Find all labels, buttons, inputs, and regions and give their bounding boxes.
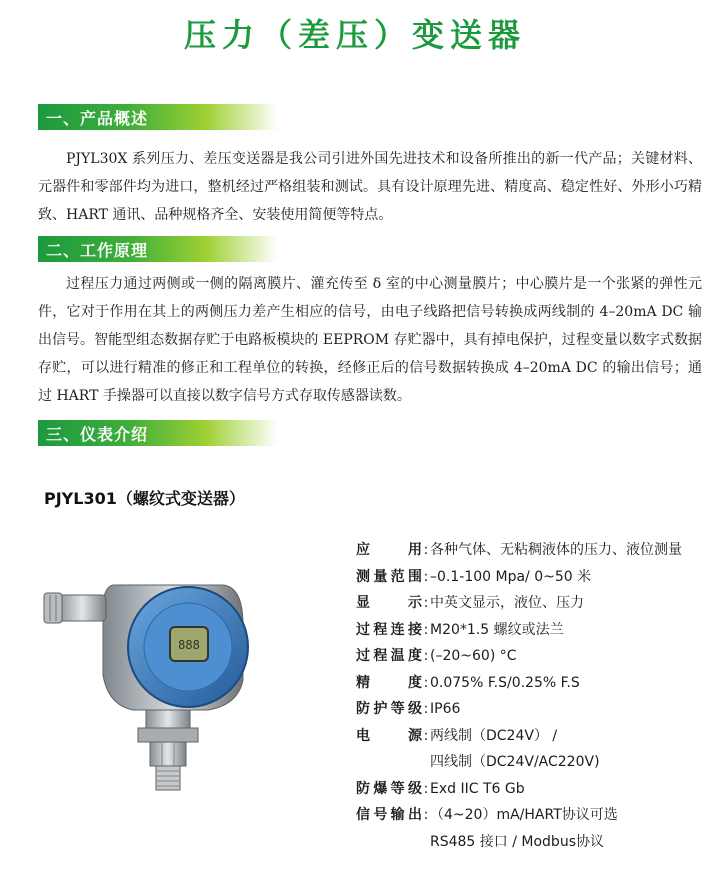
section-heading-label: 二、工作原理 <box>46 241 149 260</box>
overview-paragraph: PJYL30X 系列压力、差压变送器是我公司引进外国先进技术和设备所推出的新一代产品；关键材料、元器件和零部件均为进口，整机经过严格组装和测试。具有设计原理先进、精度高、稳定性好、外形小巧精致、HART 通讯、品种规格齐全、安装使用简便等特点。 <box>38 151 702 223</box>
section-heading-overview <box>38 104 278 130</box>
spec-label: 精度 <box>356 674 422 691</box>
spec-value: Exd IIC T6 Gb <box>430 780 525 797</box>
spec-label: 应用 <box>356 542 422 558</box>
spec-value: 0.075% F.S/0.25% F.S <box>430 674 580 691</box>
spec-value: 两线制（DC24V） / <box>430 727 558 744</box>
section-heading-principle <box>38 236 278 262</box>
spec-label: 过程连接 <box>356 621 422 638</box>
spec-value: IP66 <box>430 701 461 717</box>
spec-row-accuracy: 精度 : 0.075% F.S/0.25% F.S <box>356 670 706 697</box>
section-heading-label: 三、仪表介绍 <box>46 425 149 444</box>
spec-value: –0.1-100 Mpa/ 0~50 米 <box>430 568 592 585</box>
spec-value: (–20~60) °C <box>430 648 517 664</box>
spec-row-explosion-proof: 防爆等级 : Exd IIC T6 Gb <box>356 776 706 803</box>
spec-value: RS485 接口 / Modbus协议 <box>430 833 604 850</box>
pressure-transmitter-image <box>38 565 288 795</box>
section-heading-label: 一、产品概述 <box>46 109 149 128</box>
spec-label: 信号输出 <box>356 807 422 823</box>
spec-label <box>356 829 422 856</box>
spec-row-connection: 过程连接 : M20*1.5 螺纹或法兰 <box>356 617 706 644</box>
spec-row-output-cont <box>356 829 706 856</box>
spec-label: 显示 <box>356 595 422 611</box>
spec-value: 各种气体、无粘稠液体的压力、液位测量 <box>430 542 682 558</box>
product-model-title: PJYL301（螺纹式变送器） <box>44 489 245 508</box>
spec-value: M20*1.5 螺纹或法兰 <box>430 621 564 638</box>
spec-label: 测量范围 <box>356 568 422 585</box>
spec-list <box>356 537 706 855</box>
spec-value: 中英文显示，液位、压力 <box>430 595 584 611</box>
spec-row-application: 应用 : 各种气体、无粘稠液体的压力、液位测量 <box>356 537 706 564</box>
spec-label <box>356 749 422 776</box>
spec-label: 电源 <box>356 727 422 744</box>
spec-row-protection: 防护等级 : IP66 <box>356 696 706 723</box>
spec-row-temperature: 过程温度 : (–20~60) °C <box>356 643 706 670</box>
spec-label: 防护等级 <box>356 701 422 717</box>
spec-label: 防爆等级 <box>356 780 422 797</box>
spec-value: 四线制（DC24V/AC220V) <box>430 754 600 770</box>
spec-row-display: 显示 : 中英文显示，液位、压力 <box>356 590 706 617</box>
spec-row-output: 信号输出 : （4~20）mA/HART协议可选 <box>356 802 706 829</box>
spec-row-range: 测量范围 : –0.1-100 Mpa/ 0~50 米 <box>356 564 706 591</box>
svg-text:888: 888 <box>178 638 200 652</box>
page-title: 压力（差压）变送器 <box>183 16 526 54</box>
spec-label: 过程温度 <box>356 648 422 664</box>
section-heading-instrument <box>38 420 278 446</box>
spec-value: （4~20）mA/HART协议可选 <box>430 807 618 823</box>
spec-row-power: 电源 : 两线制（DC24V） / <box>356 723 706 750</box>
principle-paragraph: 过程压力通过两侧或一侧的隔离膜片、灌充传至 δ 室的中心测量膜片；中心膜片是一个张紧的弹性元件，它对于作用在其上的两侧压力差产生相应的信号，由电子线路把信号转换成两线制的 4–20mA DC 输出信号。智能型组态数据存贮于电路板模块的 EEPROM 存贮器中，具有掉电保护，过程变量以数字式数据存贮，可以进行精准的修正和工程单位的转换，经修正后的信号数据转换成 4–20mA DC 的输出信号；通过 HART 手操器可以直接以数字信号方式存取传感器读数。 <box>38 276 702 404</box>
spec-row-power-cont <box>356 749 706 776</box>
